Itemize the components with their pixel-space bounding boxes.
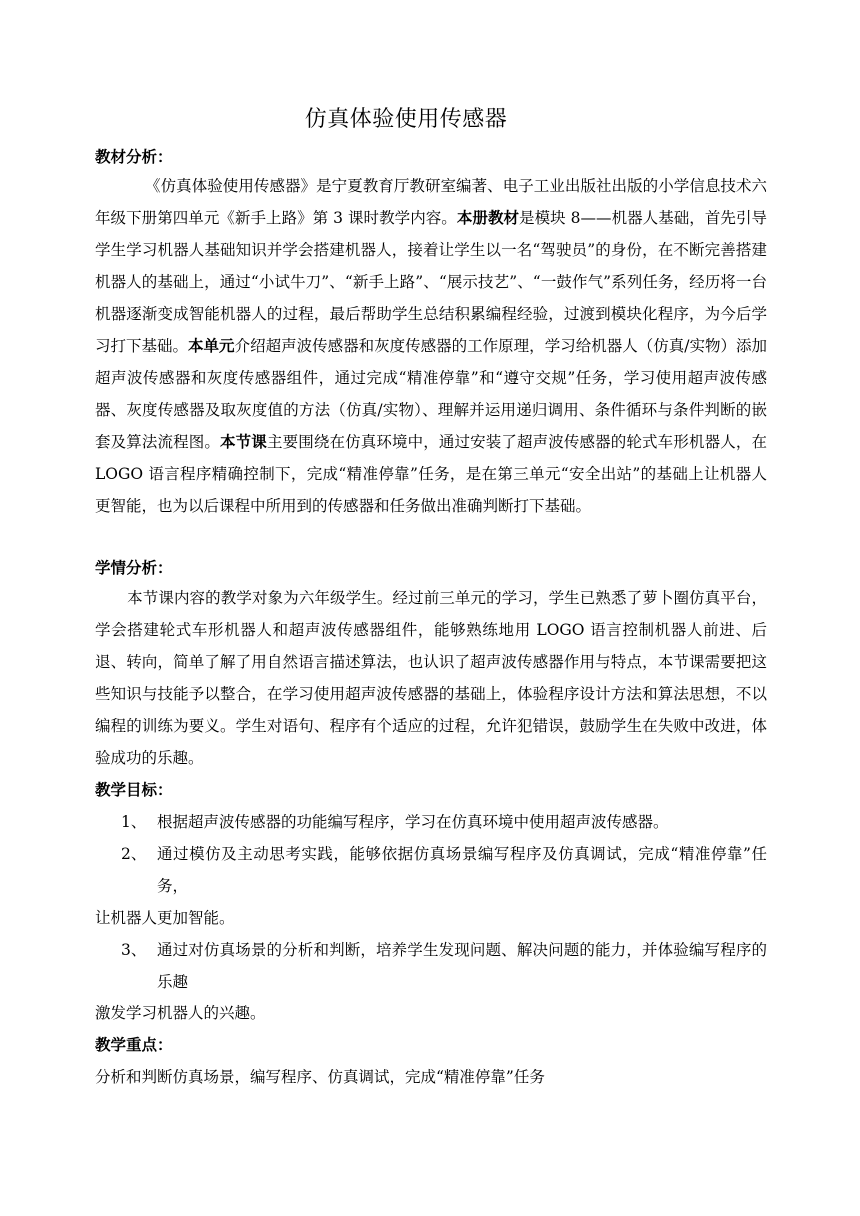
learner-text: 本节课内容的教学对象为六年级学生。经过前三单元的学习，学生已熟悉了萝卜圈仿真平台，学会搭建轮式车形机器人和超声波传感器组件，能够熟练地用 LOGO 语言控制机器人前进、后退、转向，简单了解了用自然语言描述算法，也认识了超声波传感器作用与特点，本节课需要把这些知识与技能予以整合，在学习使用超声波传感器的基础上，体验程序设计方法和算法思想，不以编程的训练为要义。学生对语句、程序有个适应的过程，允许犯错误，鼓励学生在失败中改进，体验成功的乐趣。 (95, 589, 767, 767)
material-text-4: 主要围绕在仿真环境中，通过安装了超声波传感器的轮式车形机器人，在 LOGO 语言程序精确控制下，完成“精准停靠”任务，是在第三单元“安全出站”的基础上让机器人更智能，也为以后课程中所用到的传感器和任务做出准确判断打下基础。 (95, 433, 767, 515)
material-analysis-paragraph (95, 170, 767, 522)
teaching-goals-heading: 教学目标： (95, 781, 173, 799)
material-text-1: 《仿真体验使用传感器》是宁夏教育厅教研室编著、电子工业出版社出版的小学信息技术六年级下册第四单元《新手上路》第 3 课时教学内容。 (95, 177, 767, 227)
material-bold-unit: 本单元 (188, 337, 235, 355)
material-bold-book: 本册教材 (456, 209, 520, 227)
goal-number: 2、 (121, 845, 147, 863)
goal-continuation: 激发学习机器人的兴趣。 (95, 1004, 266, 1022)
document-title: 仿真体验使用传感器 (304, 107, 508, 132)
material-text-3: 介绍超声波传感器和灰度传感器的工作原理，学习给机器人（仿真/实物）添加超声波传感器和灰度传感器组件，通过完成“精准停靠”和“遵守交规”任务，学习使用超声波传感器、灰度传感器及取灰度值的方法（仿真/实物）、理解并运用递归调用、条件循环与条件判断的嵌套及算法流程图。 (95, 337, 767, 451)
learner-analysis-heading: 学情分析： (95, 559, 173, 577)
goal-text: 根据超声波传感器的功能编写程序，学习在仿真环境中使用超声波传感器。 (157, 813, 669, 831)
goal-text: 通过对仿真场景的分析和判断，培养学生发现问题、解决问题的能力，并体验编写程序的乐趣 (157, 941, 767, 991)
material-bold-lesson: 本节课 (220, 433, 267, 451)
goal-item-1 (95, 806, 767, 838)
goal-text: 通过模仿及主动思考实践，能够依据仿真场景编写程序及仿真调试，完成“精准停靠”任务， (157, 845, 767, 895)
key-points-text: 分析和判断仿真场景，编写程序、仿真调试，完成“精准停靠”任务 (95, 1068, 545, 1086)
goal-item-2 (95, 838, 767, 902)
key-points-heading: 教学重点： (95, 1036, 173, 1054)
key-points-paragraph (95, 1061, 767, 1093)
goal-continuation: 让机器人更加智能。 (95, 909, 235, 927)
material-analysis-heading: 教材分析： (95, 148, 173, 166)
material-text-2: 是模块 8——机器人基础，首先引导学生学习机器人基础知识并学会搭建机器人，接着让学生以一名“驾驶员”的身份，在不断完善搭建机器人的基础上，通过“小试牛刀”、“新手上路”、“展示技艺”、“一鼓作气”系列任务，经历将一台机器逐渐变成智能机器人的过程，最后帮助学生总结积累编程经验，过渡到模块化程序，为今后学习打下基础。 (95, 209, 767, 355)
goal-item-3 (95, 934, 767, 998)
goal-number: 3、 (121, 941, 147, 959)
learner-analysis-paragraph (95, 582, 767, 774)
goal-number: 1、 (121, 813, 147, 831)
